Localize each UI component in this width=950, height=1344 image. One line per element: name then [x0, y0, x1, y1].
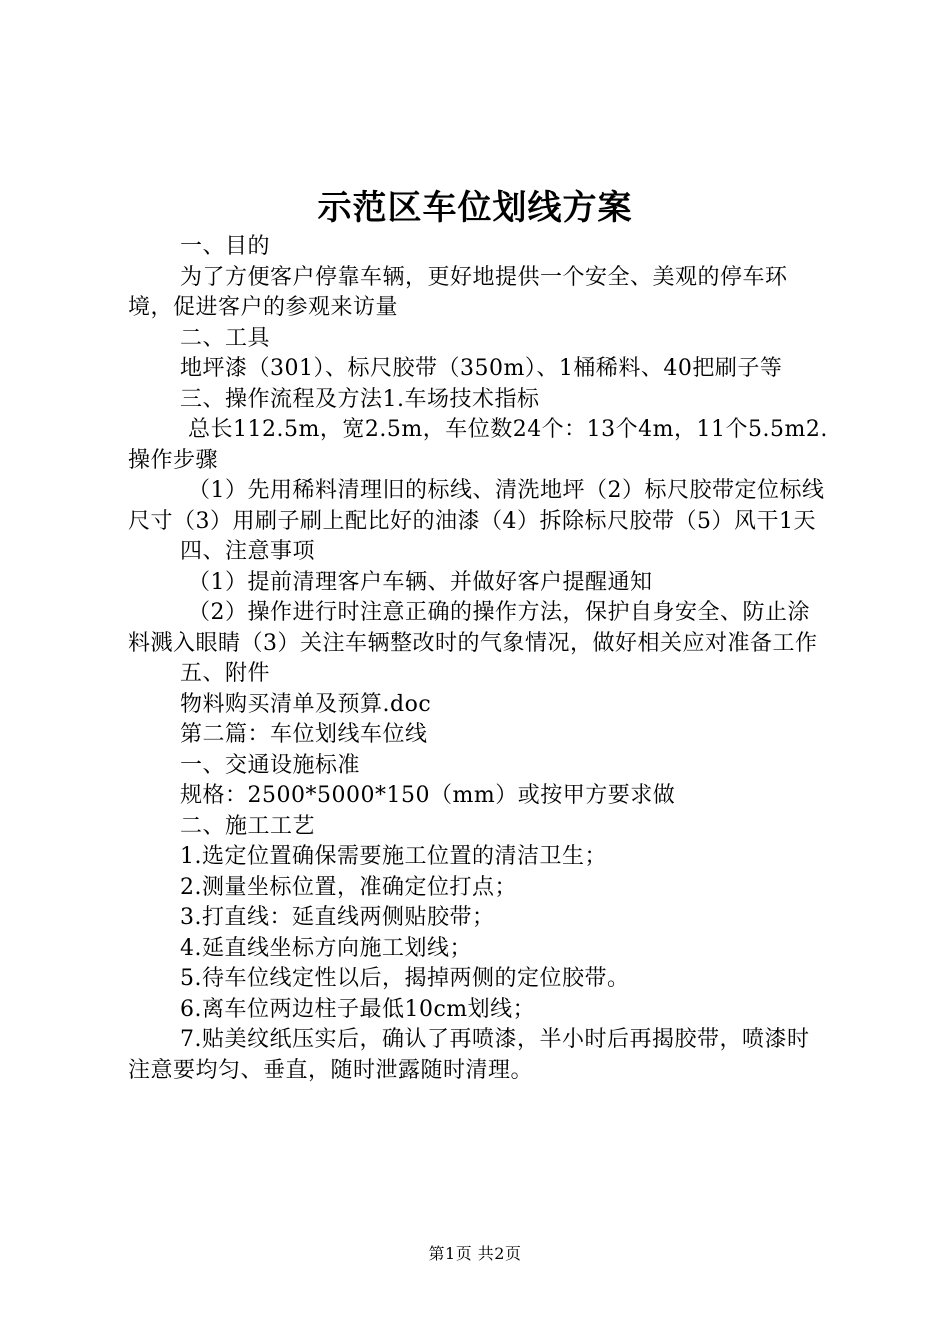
part-two-heading: 第二篇：车位划线车位线 [180, 722, 428, 747]
paragraph-specs: 总长112.5m，宽2.5m，车位数24个：13个4m，11个5.5m2.操作步骤 [128, 417, 828, 473]
paragraph-spec-size: 规格：2500*5000*150（mm）或按甲方要求做 [180, 783, 676, 808]
list-item: 3.打直线：延直线两侧贴胶带； [180, 905, 495, 930]
paragraph-purpose: 为了方便客户停靠车辆，更好地提供一个安全、美观的停车环境，促进客户的参观来访量 [128, 264, 788, 320]
list-item: 5.待车位线定性以后，揭掉两侧的定位胶带。 [180, 966, 630, 991]
paragraph-steps: （1）先用稀料清理旧的标线、清洗地坪（2）标尺胶带定位标线尺寸（3）用刷子刷上配比好的油漆（4）拆除标尺胶带（5）风干1天 [128, 478, 825, 534]
paragraph-note-1: （1）提前清理客户车辆、并做好客户提醒通知 [188, 569, 653, 595]
section-heading-craft: 二、施工工艺 [180, 813, 316, 839]
section-heading-purpose: 一、目的 [180, 234, 271, 259]
list-item: 7.贴美纹纸压实后，确认了再喷漆，半小时后再揭胶带，喷漆时注意要均匀、垂直，随时泄露随时清理。 [128, 1027, 810, 1083]
list-item: 6.离车位两边柱子最低10cm划线； [180, 996, 536, 1022]
section-heading-tools: 二、工具 [180, 325, 271, 351]
paragraph-note-2: （2）操作进行时注意正确的操作方法，保护自身安全、防止涂料溅入眼睛（3）关注车辆整改时的气象情况，做好相关应对准备工作 [128, 600, 818, 656]
section-heading-notes: 四、注意事项 [180, 539, 316, 564]
section-heading-attachment: 五、附件 [180, 661, 271, 686]
paragraph-attachment: 物料购买清单及预算.doc [180, 691, 432, 717]
document-title: 示范区车位划线方案 [317, 188, 633, 228]
section-heading-standard: 一、交通设施标准 [180, 752, 361, 778]
document-body [128, 232, 830, 1086]
page-footer: 第1页 共2页 [428, 1244, 522, 1263]
paragraph-tools: 地坪漆（301）、标尺胶带（350m）、1桶稀料、40把刷子等 [180, 356, 783, 381]
list-item: 4.延直线坐标方向施工划线； [180, 935, 472, 961]
list-item: 1.选定位置确保需要施工位置的清洁卫生； [180, 844, 607, 869]
section-heading-process: 三、操作流程及方法1.车场技术指标 [180, 386, 540, 412]
list-item: 2.测量坐标位置，准确定位打点； [180, 874, 517, 900]
